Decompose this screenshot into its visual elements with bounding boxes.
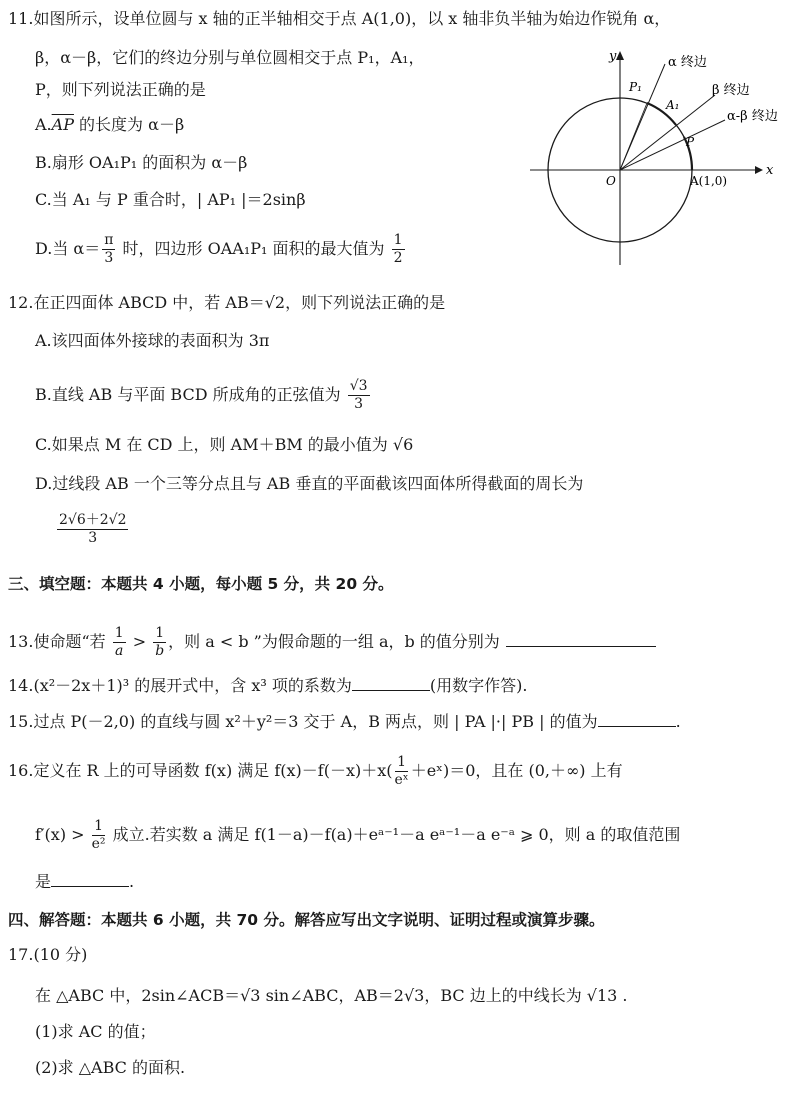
q11-option-a-text: 的长度为 α－β bbox=[73, 115, 185, 134]
q15-post: . bbox=[675, 712, 681, 731]
q15-pre: 15.过点 P(－2,0) 的直线与圆 x²＋y²＝3 交于 A，B 两点，则 | PA |·| PB | 的值为 bbox=[8, 712, 598, 731]
q13-answer-blank[interactable] bbox=[506, 630, 656, 647]
q17-part-1: (1)求 AC 的值； bbox=[35, 1022, 156, 1041]
q16-line2-post: 成立.若实数 a 满足 f(1－a)－f(a)＋eᵃ⁻¹－a eᵃ⁻¹－a e⁻ᵃ ⩾ 0，则 a 的取值范围 bbox=[107, 825, 681, 844]
beta-side-label: β 终边 bbox=[712, 83, 750, 98]
alpha-minus-beta-terminal-side bbox=[620, 120, 725, 170]
q15-answer-blank[interactable] bbox=[598, 710, 676, 727]
alpha-side-label: α 终边 bbox=[668, 55, 707, 70]
point-a1-label: A₁ bbox=[666, 98, 680, 112]
origin-label: O bbox=[606, 174, 616, 188]
q13-gt: > bbox=[127, 632, 152, 651]
q12-option-d: D.过线段 AB 一个三等分点且与 AB 垂直的平面截该四面体所得截面的周长为 bbox=[35, 474, 584, 493]
unit-circle-figure bbox=[520, 40, 790, 270]
q11-arc-ap: $\overline{AP}$ bbox=[51, 115, 74, 134]
point-p1-label: P₁ bbox=[629, 80, 642, 94]
q16-answer-blank[interactable] bbox=[51, 870, 129, 887]
q11-option-d-pre: D.当 α＝ bbox=[35, 239, 101, 258]
point-p-label: P bbox=[686, 135, 695, 149]
q16-frac-1-ex: $\frac{1}{\text{eˣ}}$ bbox=[394, 754, 409, 788]
q11-option-d bbox=[35, 232, 407, 267]
q15 bbox=[8, 710, 681, 733]
q16-line1-post: ＋eˣ)＝0，且在 (0,＋∞) 上有 bbox=[410, 761, 623, 780]
q12-option-d-frac: $\frac{2√6+2√2}{3}$ bbox=[59, 512, 127, 546]
q13-frac-1b: $\frac{1}{b}$ bbox=[155, 625, 165, 659]
q13-pre: 13.使命题“若 bbox=[8, 632, 111, 651]
alpha-minus-beta-side-label: α-β 终边 bbox=[727, 109, 778, 124]
q11-option-d-frac-half: $\frac{1}{2}$ bbox=[393, 232, 403, 266]
q16-line3 bbox=[35, 870, 134, 893]
q14-pre: 14.(x²－2x＋1)³ 的展开式中，含 x³ 项的系数为 bbox=[8, 676, 352, 695]
q11-option-d-mid: 时，四边形 OAA₁P₁ 面积的最大值为 bbox=[117, 239, 390, 258]
q14-post: (用数字作答). bbox=[429, 676, 528, 695]
q16-line3-post: . bbox=[129, 872, 135, 891]
q13 bbox=[8, 625, 656, 660]
q13-frac-1a: $\frac{1}{a}$ bbox=[114, 625, 124, 659]
q12-option-d-value bbox=[55, 512, 130, 547]
point-a-label: A(1,0) bbox=[690, 174, 728, 188]
q16-line1-pre: 16.定义在 R 上的可导函数 f(x) 满足 f(x)－f(－x)＋x( bbox=[8, 761, 393, 780]
q16-line2-pre: f′(x) > bbox=[35, 825, 90, 844]
section-3-heading: 三、填空题：本题共 4 小题，每小题 5 分，共 20 分。 bbox=[8, 575, 394, 593]
q17-header: 17.(10 分) bbox=[8, 945, 88, 964]
x-label: x bbox=[766, 163, 774, 178]
q16-frac-1-e2: $\frac{1}{\text{e²}}$ bbox=[91, 818, 106, 852]
q17-stem: 在 △ABC 中，2sin∠ACB＝√3 sin∠ABC，AB＝2√3，BC 边上的中线长为 √13 . bbox=[35, 986, 628, 1005]
q12-option-b bbox=[35, 378, 372, 413]
section-4-heading: 四、解答题：本题共 6 小题，共 70 分。解答应写出文字说明、证明过程或演算步骤。 bbox=[8, 911, 605, 929]
y-label: y bbox=[609, 49, 617, 64]
x-axis-arrow bbox=[755, 166, 763, 174]
q11-option-a-label: A. bbox=[35, 115, 52, 134]
q11-option-a bbox=[35, 114, 184, 136]
q13-post: ，则 a < b ”为假命题的一组 a，b 的值分别为 bbox=[168, 632, 500, 651]
q12-option-b-text: B.直线 AB 与平面 BCD 所成角的正弦值为 bbox=[35, 385, 346, 404]
q17-part-2: (2)求 △ABC 的面积. bbox=[35, 1058, 186, 1077]
q16-line1 bbox=[8, 754, 623, 789]
q14 bbox=[8, 674, 527, 697]
q14-answer-blank[interactable] bbox=[352, 674, 430, 691]
q11-stem-line1: 11.如图所示，设单位圆与 x 轴的正半轴相交于点 A(1,0)，以 x 轴非负半轴为始边作锐角 α， bbox=[8, 9, 671, 28]
y-axis-arrow bbox=[616, 51, 624, 60]
q12-stem: 12.在正四面体 ABCD 中，若 AB＝√2，则下列说法正确的是 bbox=[8, 293, 446, 312]
q11-option-d-frac-pi3: $\frac{\pi}{3}$ bbox=[104, 232, 114, 266]
q11-stem-line2: β，α－β，它们的终边分别与单位圆相交于点 P₁，A₁， bbox=[35, 48, 425, 67]
q12-option-b-frac: $\frac{√3}{3}$ bbox=[349, 378, 368, 412]
q12-option-a: A.该四面体外接球的表面积为 3π bbox=[35, 331, 270, 350]
q16-line3-pre: 是 bbox=[35, 872, 52, 891]
q16-line2 bbox=[35, 818, 680, 853]
q11-option-b: B.扇形 OA₁P₁ 的面积为 α－β bbox=[35, 153, 248, 172]
q11-option-c: C.当 A₁ 与 P 重合时，| AP₁ |＝2sinβ bbox=[35, 190, 306, 209]
q11-stem-line3: P，则下列说法正确的是 bbox=[35, 80, 206, 99]
q12-option-c: C.如果点 M 在 CD 上，则 AM＋BM 的最小值为 √6 bbox=[35, 435, 414, 454]
